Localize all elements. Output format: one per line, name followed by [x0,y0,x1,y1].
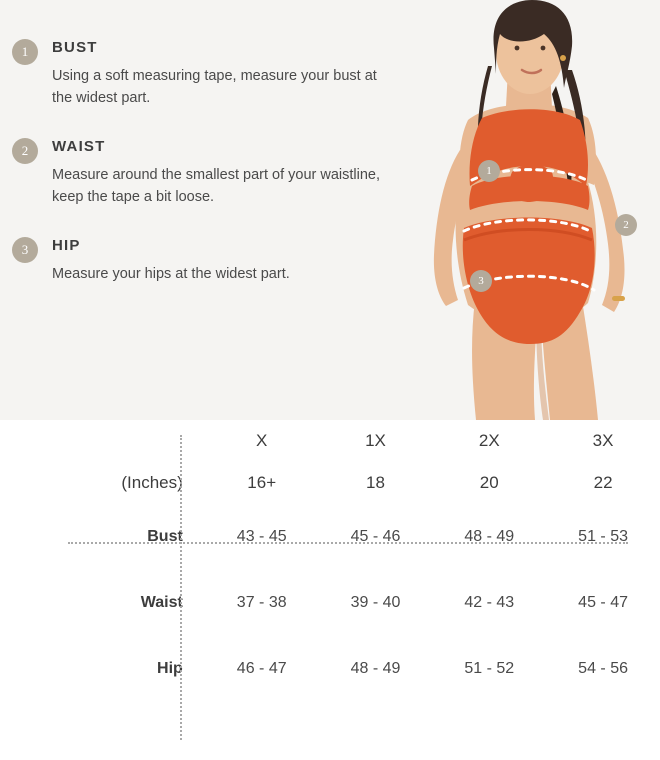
table-row-letter-sizes [0,420,660,462]
row-label-hip: Hip [157,660,183,677]
bust-2x: 48 - 49 [464,528,515,545]
table-row-numeric-sizes [0,462,660,504]
model-marker-waist: 2 [615,214,637,236]
letter-size-1x: 1X [365,431,386,450]
instruction-step-hip [0,237,400,287]
model-marker-bust: 1 [478,160,500,182]
step-description-hip: Measure your hips at the widest part. [52,265,290,282]
model-photo [360,0,660,420]
hip-1x: 48 - 49 [350,660,401,677]
letter-size-row-label [0,420,205,462]
table-row [0,570,660,636]
bust-x: 43 - 45 [236,528,287,545]
letter-size-3x: 3X [592,431,614,450]
waist-2x: 42 - 43 [464,594,515,611]
waist-3x: 45 - 47 [578,594,628,611]
letter-size-2x: 2X [478,431,500,450]
table-row [0,504,660,570]
step-number-badge-3: 3 [12,237,38,263]
size-chart-section [0,420,660,760]
hip-3x: 54 - 56 [578,660,628,677]
model-marker-hip: 3 [470,270,492,292]
table-vertical-divider [180,435,182,740]
step-description-waist: Measure around the smallest part of your waistline, keep the tape a bit loose. [52,166,381,206]
step-title-hip: HIP [52,236,81,254]
step-description-bust: Using a soft measuring tape, measure your bust at the widest part. [52,68,377,107]
numeric-size-3x: 22 [593,473,613,492]
model-illustration-icon [360,0,660,420]
instructions-list [0,36,400,315]
table-horizontal-divider [68,542,628,544]
instruction-step-bust [0,39,400,110]
waist-x: 37 - 38 [236,594,287,611]
numeric-size-2x: 20 [479,473,499,492]
numeric-size-1x: 18 [366,473,385,492]
step-number-badge-2: 2 [12,138,38,164]
waist-1x: 39 - 40 [350,594,401,611]
hip-2x: 51 - 52 [464,660,515,677]
row-label-bust: Bust [147,528,183,545]
hip-x: 46 - 47 [236,660,287,677]
size-chart-table [0,420,660,702]
bust-3x: 51 - 53 [578,528,628,545]
bust-1x: 45 - 46 [350,528,401,545]
letter-size-x: X [256,431,268,450]
instruction-step-waist [0,138,400,209]
numeric-size-x: 16+ [247,473,277,492]
unit-label: (Inches) [121,473,183,492]
row-label-waist: Waist [140,594,183,611]
step-title-waist: WAIST [52,137,106,155]
step-number-badge-1: 1 [12,39,38,65]
table-row [0,636,660,702]
step-title-bust: BUST [52,39,98,56]
